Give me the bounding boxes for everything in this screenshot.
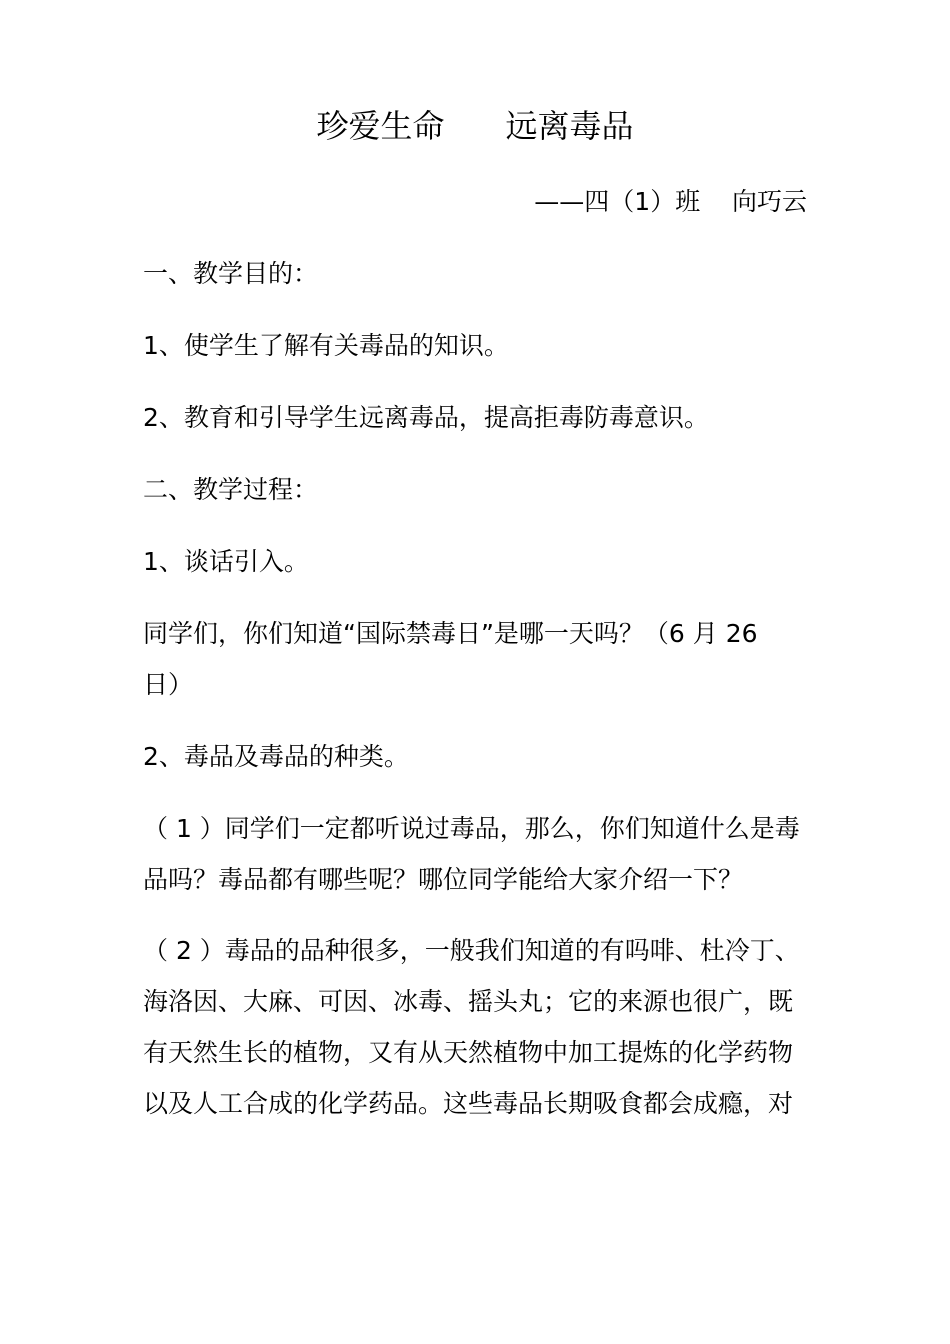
paragraph-line: （ 2 ）毒品的品种很多，一般我们知道的有吗啡、杜冷丁、	[143, 936, 800, 965]
step-heading-1: 1、谈话引入。	[143, 547, 309, 576]
goal-item-2: 2、教育和引导学生远离毒品，提高拒毒防毒意识。	[143, 403, 709, 432]
paragraph-line: 同学们，你们知道“国际禁毒日”是哪一天吗？（6 月 26	[143, 619, 758, 648]
goal-item-1: 1、使学生了解有关毒品的知识。	[143, 331, 509, 360]
document-title: 珍爱生命 远离毒品	[316, 107, 634, 145]
paragraph-line: 日）	[143, 670, 194, 699]
section-heading-goals: 一、教学目的：	[143, 259, 319, 288]
paragraph-2	[143, 925, 813, 1129]
paragraph-line: 以及人工合成的化学药品。这些毒品长期吸食都会成瘾，对	[143, 1089, 794, 1118]
step-heading-2: 2、毒品及毒品的种类。	[143, 742, 409, 771]
paragraph-line: （ 1 ）同学们一定都听说过毒品，那么，你们知道什么是毒	[143, 814, 800, 843]
question-paragraph	[143, 608, 813, 710]
paragraph-line: 海洛因、大麻、可因、冰毒、摇头丸；它的来源也很广，既	[143, 987, 794, 1016]
paragraph-line: 品吗？毒品都有哪些呢？哪位同学能给大家介绍一下？	[143, 865, 744, 894]
paragraph-line: 有天然生长的植物，又有从天然植物中加工提炼的化学药物	[143, 1038, 794, 1067]
paragraph-1	[143, 803, 813, 905]
section-heading-process: 二、教学过程：	[143, 475, 319, 504]
author-byline: ——四（1）班 向巧云	[534, 187, 807, 216]
